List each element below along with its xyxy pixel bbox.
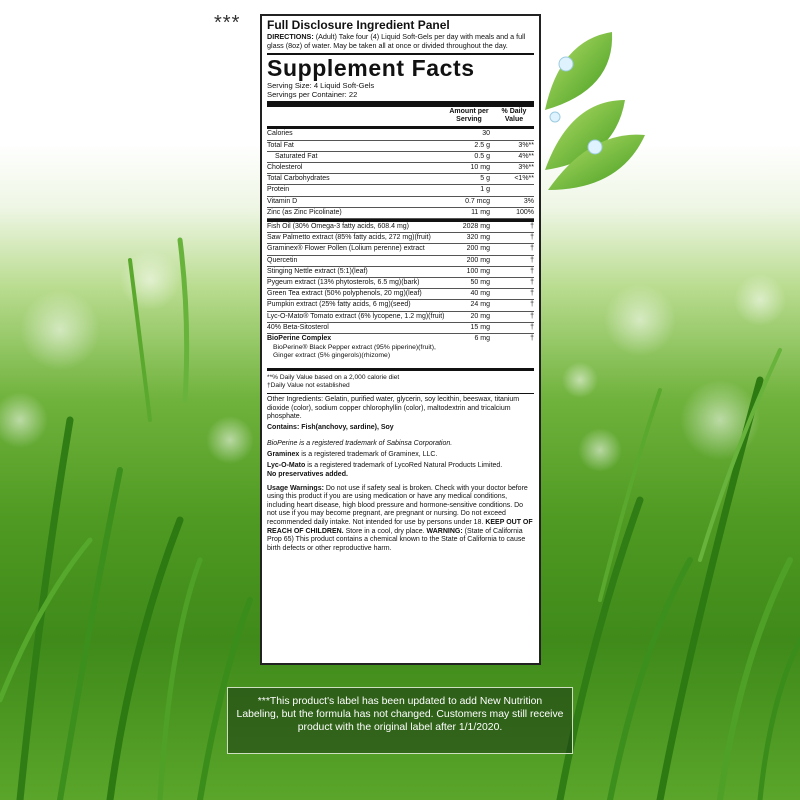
servings-per-container: Servings per Container: 22 [267, 90, 358, 100]
directions [267, 32, 534, 55]
bioperine-complex-row [267, 334, 534, 344]
nutrient-row [267, 197, 534, 208]
ingredient-dv: † [530, 267, 534, 275]
contains-allergens: Contains: Fish(anchovy, sardine), Soy [267, 424, 394, 432]
bioperine-complex-amount: 6 mg [474, 335, 490, 343]
asterisk-marker: *** [214, 12, 241, 34]
supplement-facts-panel [260, 14, 541, 665]
nutrient-dv: 3%** [518, 164, 534, 172]
ingredient-amount: 2028 mg [462, 223, 490, 231]
ingredient-amount: 24 mg [470, 301, 490, 309]
supplement-facts-title: Supplement Facts [267, 55, 475, 82]
nutrient-name: Saturated Fat [275, 152, 318, 160]
nutrient-dv: 100% [516, 208, 534, 216]
ingredient-dv: † [530, 323, 534, 331]
ingredient-dv: † [530, 290, 534, 298]
nutrient-amount: 5 g [480, 175, 490, 183]
bioperine-sub-1: BioPerine® Black Pepper extract (95% piperine)(fruit), [273, 344, 436, 352]
ingredient-amount: 100 mg [466, 267, 490, 275]
nutrient-amount: 30 [482, 130, 490, 138]
nutrient-row [267, 141, 534, 152]
nutrient-amount: 11 mg [471, 208, 490, 216]
header-amount: Amount per Serving [449, 108, 489, 124]
ingredient-amount: 200 mg [466, 245, 490, 253]
directions-text: (Adult) Take four (4) Liquid Soft-Gels per day with meals and a full glass (8oz) of water. May be taken all at once or divided throughout the day. [267, 32, 526, 51]
directions-label: DIRECTIONS: [267, 32, 314, 41]
ingredient-amount: 15 mg [470, 323, 490, 331]
ingredient-row [267, 289, 534, 300]
warning-text: (State of California Prop 65) This product contains a chemical known to the State of California to cause birth defects or other reproductive harm. [267, 527, 526, 552]
ingredient-dv: † [530, 301, 534, 309]
ingredient-dv: † [530, 256, 534, 264]
ingredient-name: Saw Palmetto extract (85% fatty acids, 272 mg)(fruit) [267, 234, 431, 242]
nutrient-amount: 0.5 g [474, 152, 490, 160]
nutrient-row [267, 208, 534, 219]
ingredient-amount: 40 mg [470, 290, 490, 298]
nutrient-name: Zinc (as Zinc Picolinate) [267, 208, 342, 216]
ingredient-row [267, 233, 534, 244]
ingredient-name: Fish Oil (30% Omega-3 fatty acids, 608.4 mg) [267, 223, 409, 231]
footnote-dagger: †Daily Value not established [267, 382, 350, 390]
ingredient-row [267, 267, 534, 278]
nutrient-dv: <1%** [514, 175, 534, 183]
storage-text: Store in a cool, dry place. [343, 527, 425, 535]
nutrient-dv: 3%** [518, 141, 534, 149]
bioperine-complex-dv: † [530, 335, 534, 343]
nutrient-amount: 10 mg [470, 164, 490, 172]
nutrient-name: Total Carbohydrates [267, 175, 330, 183]
trademark-bioperine: BioPerine is a registered trademark of Sabinsa Corporation. [267, 439, 453, 447]
ingredient-name: Pygeum extract (13% phytosterols, 6.5 mg)(bark) [267, 279, 420, 287]
ingredient-name: Pumpkin extract (25% fatty acids, 6 mg)(seed) [267, 301, 411, 309]
trademark-lycomato-text: is a registered trademark of LycoRed Natural Products Limited. [305, 461, 503, 469]
usage-warnings-text: Do not use if safety seal is broken. Check with your doctor before using this product if you are using medication or have any medical conditions, including heart disease, high blood pressure and hormone-sensitive conditions. Do not use if you may become pregnant, are pregnant or nursing. Do not exceed recommended daily intake. Not intended for use by persons under 18. [267, 484, 528, 527]
ingredient-amount: 200 mg [466, 256, 490, 264]
bioperine-complex-name: BioPerine Complex [267, 335, 332, 343]
nutrient-list [267, 129, 534, 219]
nutrient-row [267, 174, 534, 185]
ingredient-dv: † [530, 312, 534, 320]
ingredient-amount: 20 mg [470, 312, 490, 320]
panel-title: Full Disclosure Ingredient Panel [267, 18, 450, 32]
ingredient-name: Graminex® Flower Pollen (Lolium perenne) extract [267, 245, 425, 253]
ingredient-name: Green Tea extract (50% polyphenols, 20 mg)(leaf) [267, 290, 422, 298]
leaf-decoration [545, 32, 645, 190]
ingredient-dv: † [530, 279, 534, 287]
header-dv: % Daily Value [501, 108, 527, 124]
ingredient-row [267, 222, 534, 233]
trademark-graminex-text: is a registered trademark of Graminex, LLC. [299, 450, 438, 458]
nutrient-row [267, 129, 534, 140]
no-preservatives: No preservatives added. [267, 470, 348, 478]
ingredient-name: 40% Beta-Sitosterol [267, 323, 329, 331]
nutrient-name: Protein [267, 186, 290, 194]
facts-header [267, 107, 534, 126]
ingredient-name: Stinging Nettle extract (5:1)(leaf) [267, 267, 368, 275]
nutrient-dv: 3% [523, 197, 534, 205]
bioperine-sub-2: Ginger extract (5% gingerols)(rhizome) [267, 352, 534, 371]
nutrient-dv [494, 185, 534, 195]
trademark-lycomato-label: Lyc-O-Mato [267, 461, 306, 469]
footnote-dv: **% Daily Value based on a 2,000 calorie diet [267, 374, 400, 382]
keep-out-of-reach: KEEP OUT OF REACH OF CHILDREN. [267, 519, 533, 535]
trademarks [267, 433, 534, 479]
serving-size: Serving Size: 4 Liquid Soft-Gels [267, 81, 375, 91]
trademark-graminex-label: Graminex [267, 450, 300, 458]
nutrient-name: Total Fat [267, 141, 294, 149]
ingredient-row [267, 244, 534, 255]
nutrient-amount: 2.5 g [474, 141, 490, 149]
nutrient-amount: 0.7 mcg [465, 197, 490, 205]
nutrient-name: Cholesterol [267, 164, 303, 172]
nutrient-name: Calories [267, 130, 293, 138]
ingredient-row [267, 300, 534, 311]
nutrient-dv: 4%** [518, 152, 534, 160]
nutrient-row [267, 163, 534, 174]
other-ingredients: Other Ingredients: Gelatin, purified water, glycerin, soy lecithin, beeswax, titanium dioxide (color), sodium copper chlorophyllin (color), maltodextrin and tricalcium phosphate. [267, 396, 520, 421]
nutrient-amount: 1 g [480, 186, 490, 194]
ingredient-name: Quercetin [267, 256, 298, 264]
ingredient-dv: † [530, 234, 534, 242]
nutrient-row [267, 185, 534, 196]
ingredient-row [267, 278, 534, 289]
usage-warnings [267, 479, 534, 554]
footnotes [267, 371, 534, 394]
ingredient-dv: † [530, 223, 534, 231]
ingredient-row [267, 323, 534, 334]
ingredient-name: Lyc-O-Mato® Tomato extract (6% lycopene, 1.2 mg)(fruit) [267, 312, 444, 320]
ingredient-amount: 50 mg [470, 279, 490, 287]
ingredient-row [267, 256, 534, 267]
ingredient-list [267, 222, 534, 334]
ingredient-row [267, 312, 534, 323]
warning-label: WARNING: [426, 527, 463, 535]
nutrient-dv [494, 129, 534, 139]
usage-warnings-label: Usage Warnings: [267, 484, 324, 492]
label-update-notice: ***This product's label has been updated to add New Nutrition Labeling, but the formula has not changed. Customers may still receive product with the original label after 1/1/2020. [227, 687, 573, 754]
nutrient-name: Vitamin D [267, 197, 298, 205]
nutrient-row [267, 152, 534, 163]
ingredient-dv: † [530, 245, 534, 253]
ingredient-amount: 320 mg [466, 234, 490, 242]
